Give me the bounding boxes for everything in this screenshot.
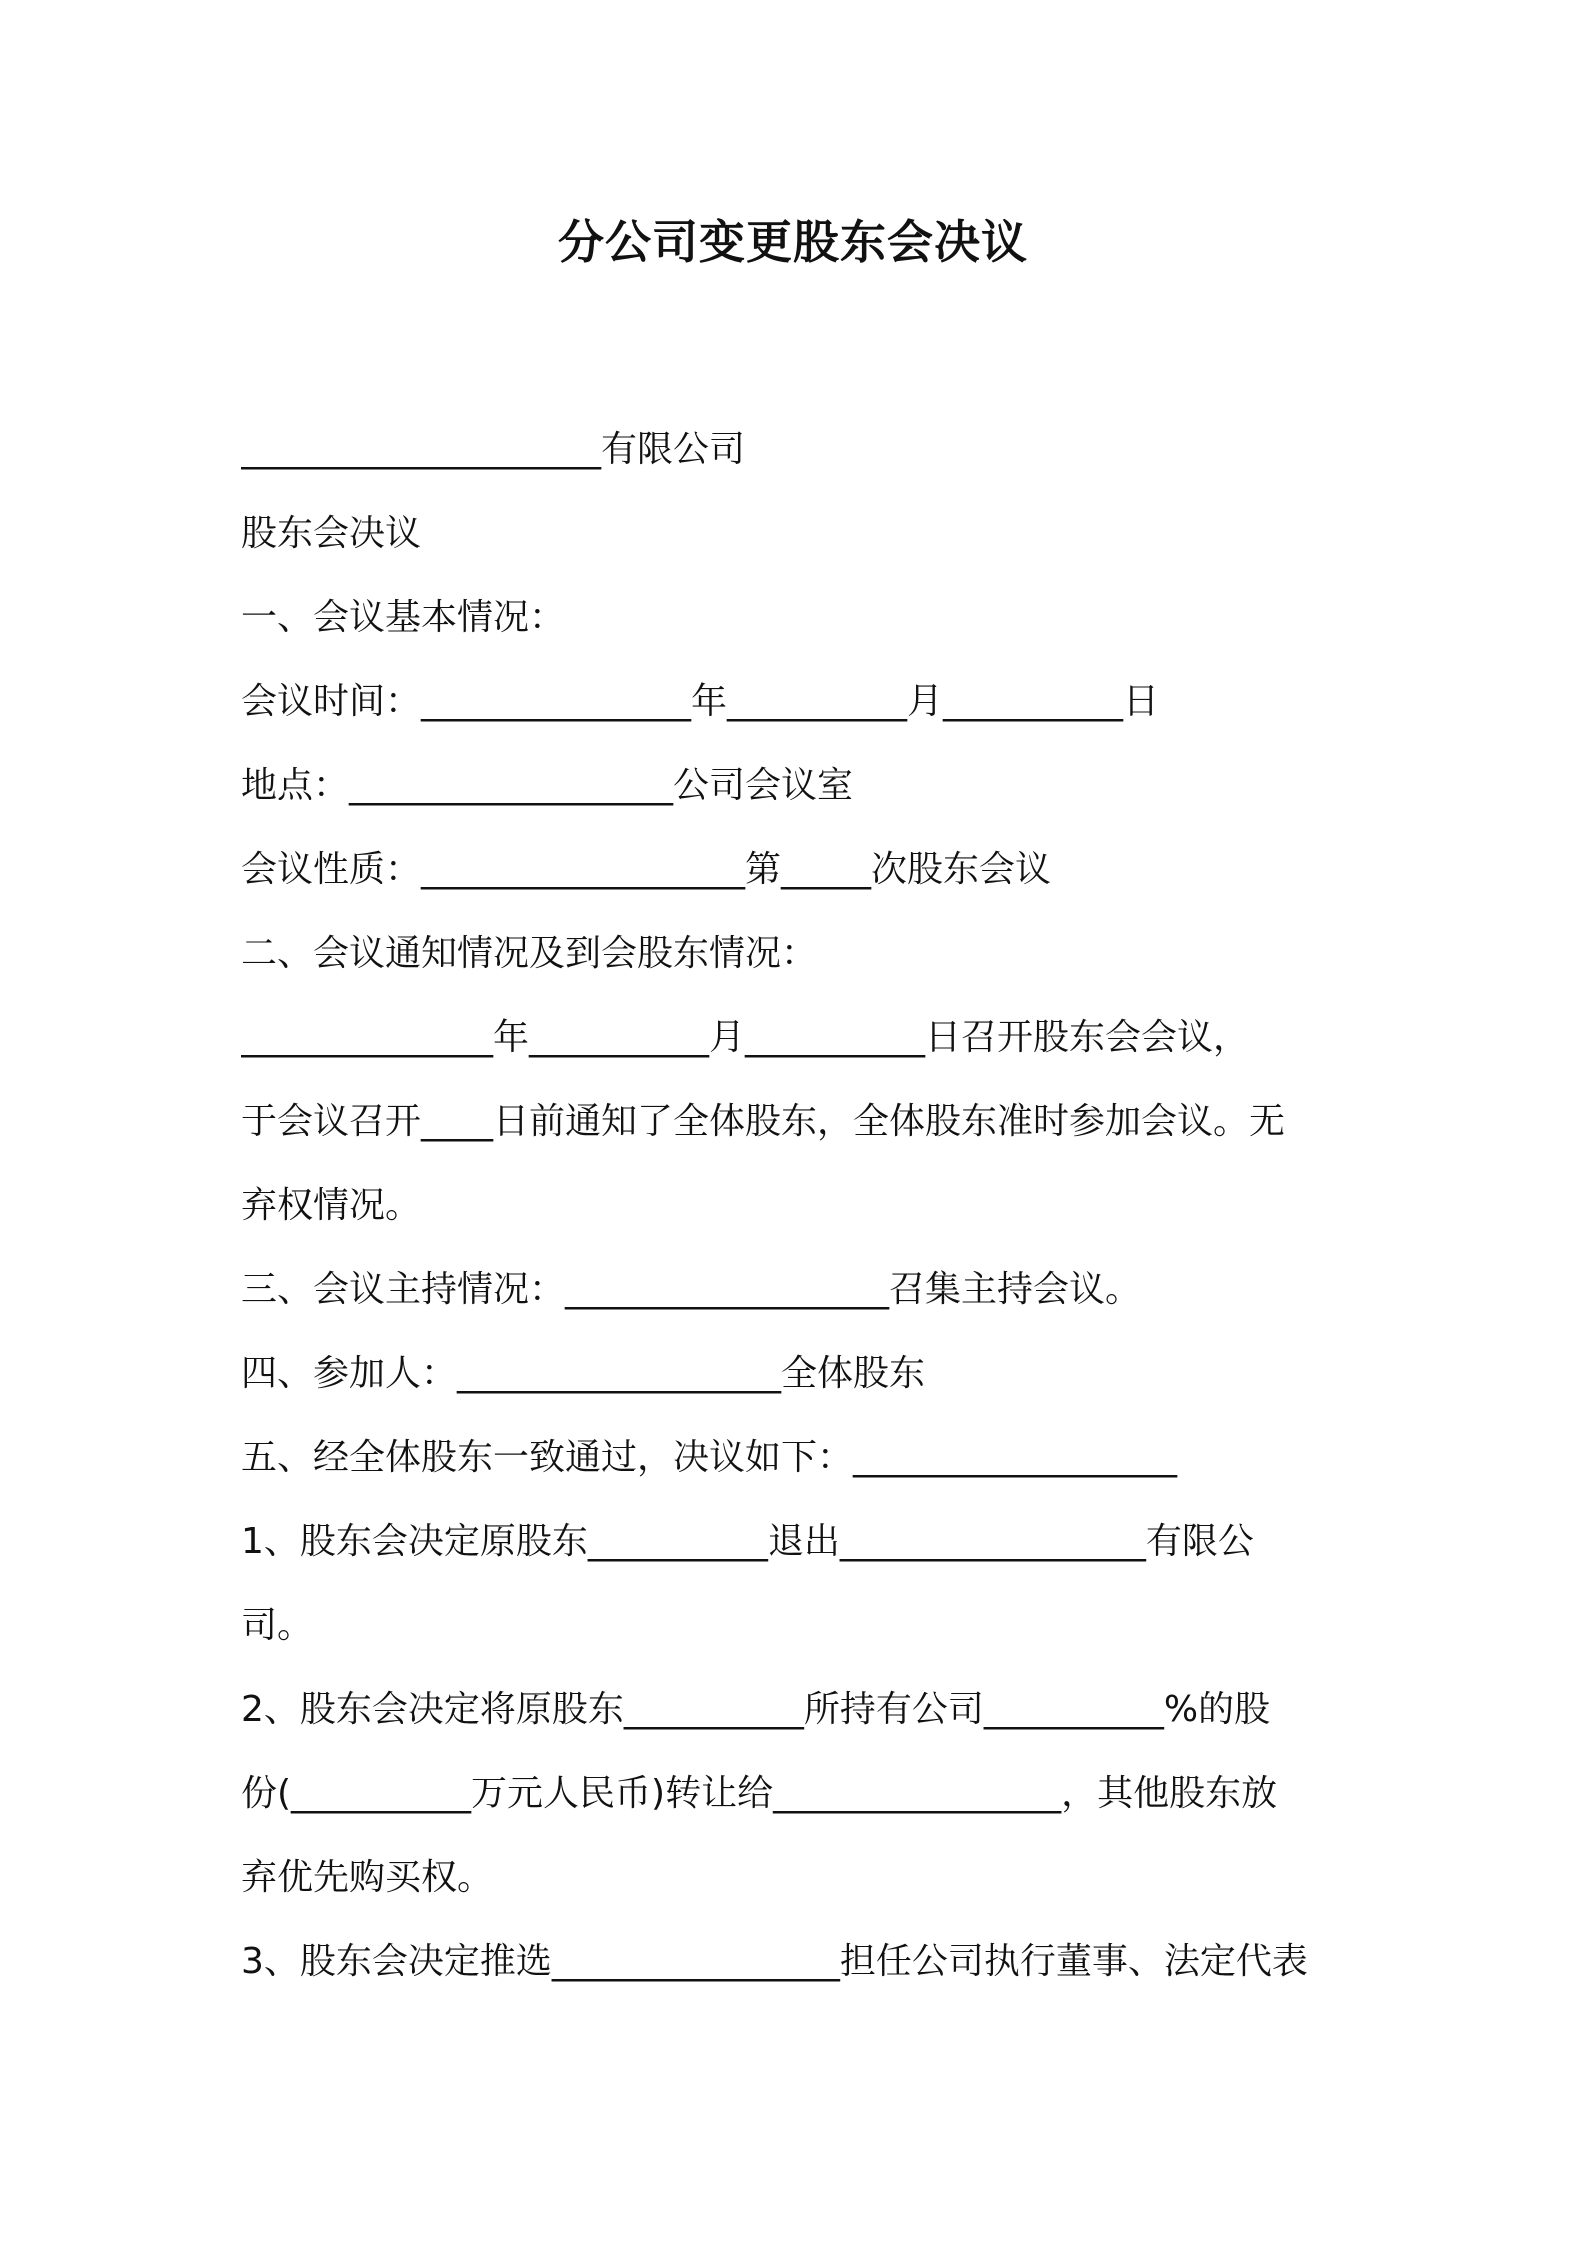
resolution-2-line: 2、股东会决定将原股东__________所持有公司__________%的股 [241,1689,1271,1730]
section-2-heading: 二、会议通知情况及到会股东情况： [241,933,818,974]
resolution-1-line-cont: 司。 [241,1605,314,1646]
resolution-3-line: 3、股东会决定推选________________担任公司执行董事、法定代表 [241,1941,1308,1982]
meeting-nature-line: 会议性质：__________________第_____次股东会议 [241,849,1052,890]
document-body [241,408,1356,2004]
section-3-host-line: 三、会议主持情况：__________________召集主持会议。 [241,1269,1142,1310]
meeting-time-line: 会议时间：_______________年__________月__________日 [241,681,1160,722]
section-4-attendees-line: 四、参加人：__________________全体股东 [241,1353,926,1394]
notice-date-line: ______________年__________月__________日召开股东会会议， [241,1017,1250,1058]
notice-detail-line: 于会议召开____日前通知了全体股东，全体股东准时参加会议。无 [241,1101,1286,1142]
resolution-1-line: 1、股东会决定原股东__________退出_________________有限公 [241,1521,1254,1562]
notice-detail-line-cont: 弃权情况。 [241,1185,422,1226]
resolution-2-line-cont: 份(__________万元人民币)转让给________________，其他股东放 [241,1773,1278,1814]
resolution-heading: 股东会决议 [241,513,422,554]
section-1-heading: 一、会议基本情况： [241,597,566,638]
resolution-2-line-end: 弃优先购买权。 [241,1857,494,1898]
company-name-line: ____________________有限公司 [241,429,746,470]
document-title: 分公司变更股东会决议 [558,215,1028,269]
section-5-resolution-line: 五、经全体股东一致通过，决议如下：__________________ [241,1437,1178,1478]
meeting-place-line: 地点：__________________公司会议室 [241,765,854,806]
